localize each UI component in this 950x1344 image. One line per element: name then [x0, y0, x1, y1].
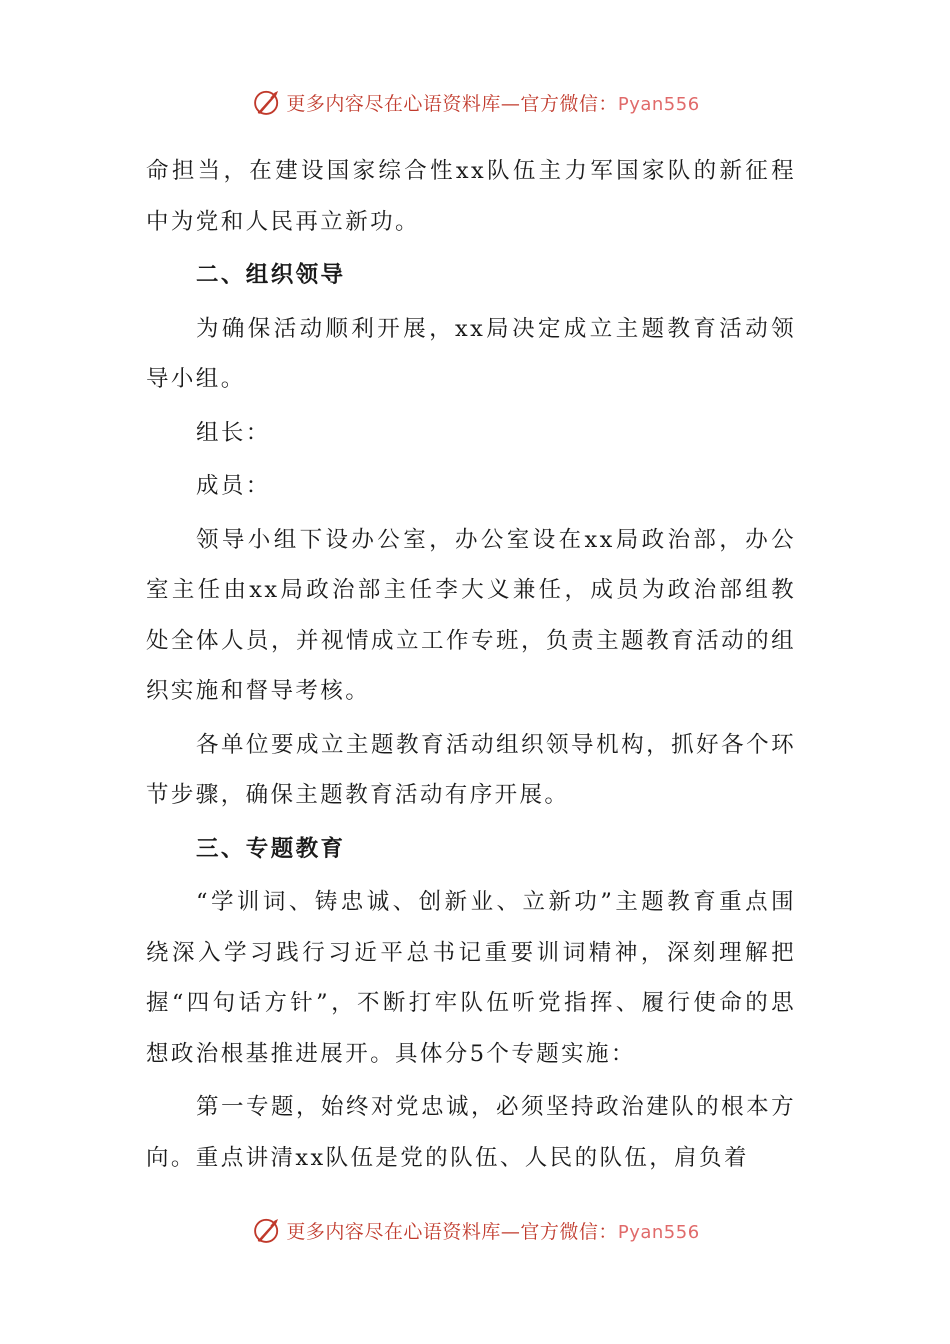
paragraph-continued: 命担当，在建设国家综合性xx队伍主力军国家队的新征程中为党和人民再立新功。	[146, 158, 796, 235]
paragraph-topic-one: 第一专题，始终对党忠诚，必须坚持政治建队的根本方向。重点讲清xx队伍是党的队伍、人民的队伍，肩负着	[146, 1094, 796, 1171]
banner-handle: Pyan556	[617, 93, 700, 115]
paragraph-units: 各单位要成立主题教育活动组织领导机构，抓好各个环节步骤，确保主题教育活动有序开展。	[146, 731, 796, 808]
document-body	[146, 146, 796, 1183]
paragraph-leadership-group: 为确保活动顺利开展，xx局决定成立主题教育活动领导小组。	[146, 315, 796, 392]
banner-text: 更多内容尽在心语资料库—官方微信：Pyan556	[286, 92, 700, 115]
paragraph-topic-overview: “学训词、铸忠诚、创新业、立新功”主题教育重点围绕深入学习践行习近平总书记重要训词精神，深刻理解把握“四句话方针”，不断打牢队伍听党指挥、履行使命的思想政治根基推进展开。具体分5个专题实施：	[146, 889, 796, 1067]
section-heading-topics: 三、专题教育	[196, 835, 346, 862]
banner-text: 更多内容尽在心语资料库—官方微信：Pyan556	[286, 1220, 700, 1243]
paragraph-office: 领导小组下设办公室，办公室设在xx局政治部，办公室主任由xx局政治部主任李大义兼任，成员为政治部组教处全体人员，并视情成立工作专班，负责主题教育活动的组织实施和督导考核。	[146, 526, 796, 704]
paragraph-members: 成员：	[196, 473, 271, 499]
header-watermark-banner	[0, 82, 950, 122]
quill-pen-logo-icon	[250, 85, 284, 119]
paragraph-group-leader: 组长：	[196, 419, 271, 446]
banner-handle: Pyan556	[617, 1221, 700, 1243]
footer-watermark-banner	[0, 1210, 950, 1250]
section-heading-organization: 二、组织领导	[196, 262, 346, 288]
quill-pen-logo-icon	[250, 1213, 284, 1247]
